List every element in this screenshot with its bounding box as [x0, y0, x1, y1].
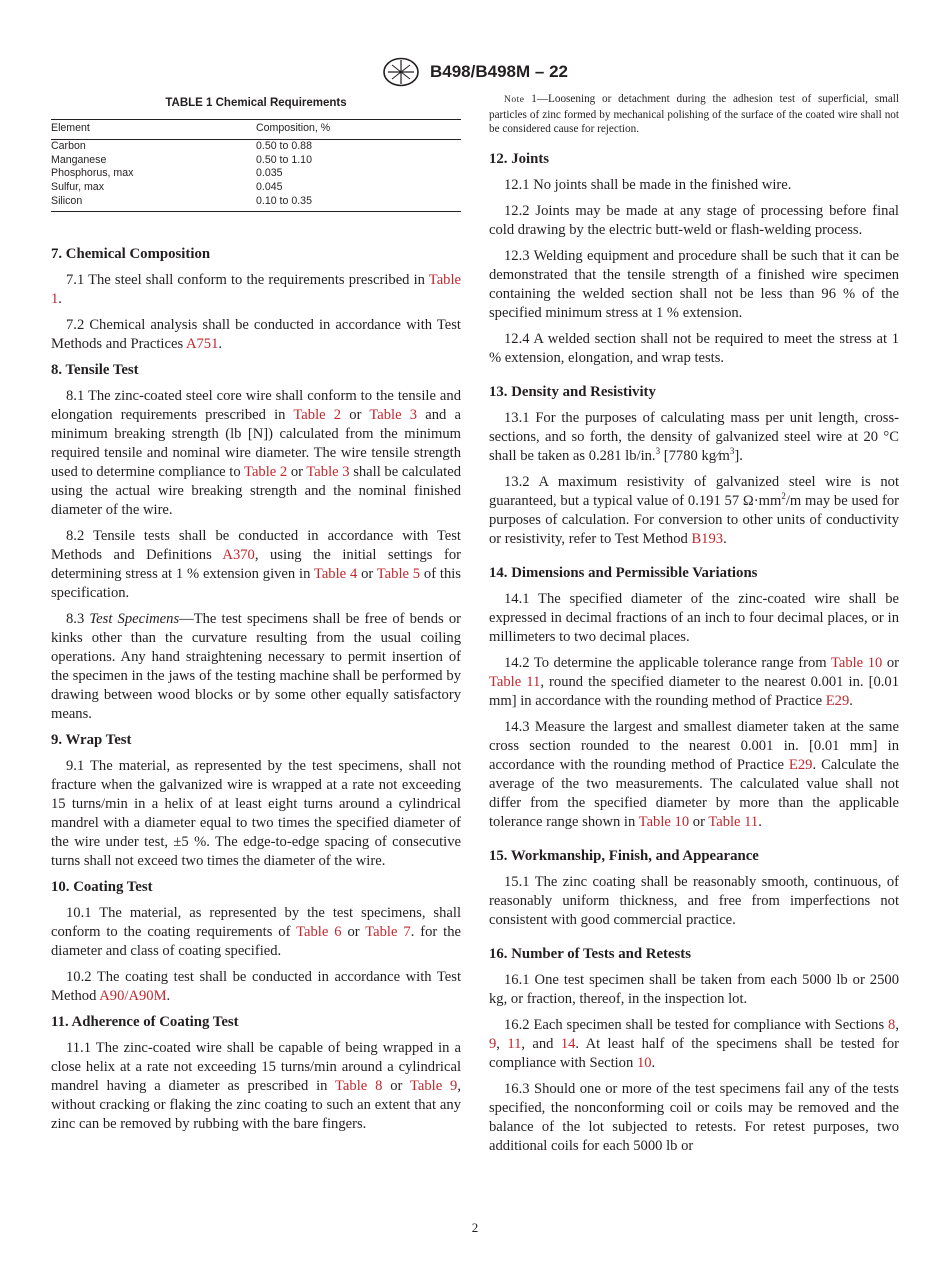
- paragraph-8-2: 8.2 Tensile tests shall be conducted in accordance with Test Methods and Definitions A370, using the initial settings for determining stress at 1 % extension given in Table 4 or Table 5 of this specification.: [51, 527, 461, 601]
- section-7-heading: 7. Chemical Composition: [51, 245, 211, 262]
- section-12-heading: 12. Joints: [489, 150, 550, 167]
- right-column: [489, 92, 899, 1163]
- document-title: B498/B498M – 22: [430, 62, 568, 81]
- link-a90[interactable]: A90/A90M: [99, 987, 167, 1004]
- paragraph-12-4: 12.4 A welded section shall not be required to meet the stress at 1 % extension, elongation, and wrap tests.: [489, 330, 899, 366]
- paragraph-14-3: 14.3 Measure the largest and smallest diameter taken at the same cross section rounded to the nearest 0.001 in. [0.01 mm] in accordance with the rounding method of Practice E29. Calculate the average of the two measurements. The calculated value shall not differ from the specified diameter by more than the applicable tolerance range shown in Table 10 or Table 11.: [489, 718, 899, 830]
- paragraph-10-2: 10.2 The coating test shall be conducted in accordance with Test Method A90/A90M.: [51, 968, 461, 1004]
- paragraph-8-1: 8.1 The zinc-coated steel core wire shall conform to the tensile and elongation requirements prescribed in Table 2 or Table 3 and a minimum breaking strength (lb [N]) calculated from the minimum required tensile and nominal wire diameter. The wire tensile strength used to determine compliance to Table 2 or Table 3 shall be calculated using the actual wire breaking strength and the nominal finished diameter of the wire.: [51, 387, 461, 518]
- section-8-heading: 8. Tensile Test: [51, 361, 139, 378]
- paragraph-10-1: 10.1 The material, as represented by the test specimens, shall conform to the coating requirements of Table 6 or Table 7. for the diameter and class of coating specified.: [51, 904, 462, 959]
- link-table-3[interactable]: Table 3: [369, 406, 418, 423]
- table-cell: 0.045: [256, 181, 283, 194]
- table-row: [51, 181, 461, 195]
- section-10-heading: 10. Coating Test: [51, 878, 153, 895]
- table-header-row: [51, 120, 461, 140]
- table-cell: Manganese: [51, 153, 107, 166]
- link-table-8[interactable]: Table 8: [335, 1077, 383, 1094]
- link-table-11[interactable]: Table 11: [708, 813, 759, 830]
- link-table-10[interactable]: Table 10: [638, 813, 690, 830]
- link-e29[interactable]: E29: [788, 756, 813, 773]
- link-section-11[interactable]: 11: [507, 1035, 522, 1052]
- link-table-2[interactable]: Table 2: [244, 463, 288, 480]
- section-14-heading: 14. Dimensions and Permissible Variations: [489, 564, 758, 581]
- table-row: [51, 195, 461, 211]
- paragraph-11-1: 11.1 The zinc-coated wire shall be capable of being wrapped in a close helix at a rate not exceeding 15 turns/min around a cylindrical mandrel having a diameter as prescribed in Table 8 or Table 9, without cracking or flaking the zinc coating to such an extent that any zinc can be removed by rubbing with the bare fingers.: [51, 1039, 461, 1132]
- section-15-heading: 15. Workmanship, Finish, and Appearance: [489, 847, 759, 864]
- table-header-cell: Composition, %: [256, 120, 461, 140]
- paragraph-12-1: 12.1 No joints shall be made in the finished wire.: [504, 176, 792, 193]
- astm-logo-icon: [382, 57, 420, 87]
- link-table-6[interactable]: Table 6: [296, 923, 342, 940]
- table-row: [51, 139, 461, 153]
- link-table-4[interactable]: Table 4: [313, 565, 358, 582]
- link-table-5[interactable]: Table 5: [376, 565, 421, 582]
- paragraph-9-1: 9.1 The material, as represented by the test specimens, shall not fracture when the galvanized wire is wrapped at a rate not exceeding 15 turns/min in a helix of at least eight turns around a cylindrical mandrel with a diameter equal to two times the specified diameter of the wire under test, ±5 %. The edge-to-edge spacing of consecutive turns shall not exceed two times the diameter of the wire.: [51, 757, 461, 869]
- link-table-2[interactable]: Table 2: [293, 406, 342, 423]
- paragraph-16-2: 16.2 Each specimen shall be tested for compliance with Sections 8, 9, 11, and 14. At least half of the specimens shall be tested for compliance with Section 10.: [489, 1016, 899, 1071]
- paragraph-12-2: 12.2 Joints may be made at any stage of processing before final cold drawing by the electric butt-weld or flash-welding process.: [489, 202, 899, 238]
- left-column: [51, 92, 461, 1141]
- paragraph-16-3: 16.3 Should one or more of the test specimens fail any of the tests specified, the nonconforming coil or coils may be removed and the balance of the lot subjected to retests. For retest purposes, two additional coils for each 5000 lb or: [489, 1080, 899, 1154]
- link-section-8[interactable]: 8: [888, 1016, 896, 1033]
- link-a751[interactable]: A751: [185, 335, 219, 352]
- link-section-10[interactable]: 10: [636, 1054, 652, 1071]
- link-table-7[interactable]: Table 7: [365, 923, 411, 940]
- paragraph-13-1: 13.1 For the purposes of calculating mass per unit length, cross-sections, and so forth, the density of galvanized steel wire at 20 °C shall be taken as 0.281 lb/in.$^3$ [7780 $kg⁄m^3$].: [489, 409, 899, 464]
- link-table-9[interactable]: Table 9: [409, 1077, 458, 1094]
- link-table-11[interactable]: Table 11: [489, 673, 541, 690]
- paragraph-8-3: 8.3 Test Specimens—The test specimens shall be free of bends or kinks other than the curvature resulting from the usual coiling operations. Any hand straightening necessary to permit insertion of the specimen in the jaws of the testing machine shall be performed by drawing between wood blocks or by some other equally satisfactory means.: [51, 610, 461, 722]
- table-1-title: TABLE 1 Chemical Requirements: [165, 97, 347, 109]
- link-section-14[interactable]: 14: [560, 1035, 576, 1052]
- link-section-9[interactable]: 9: [489, 1035, 497, 1052]
- table-cell: Carbon: [51, 139, 86, 152]
- table-cell: 0.50 to 0.88: [256, 139, 312, 152]
- section-16-heading: 16. Number of Tests and Retests: [489, 945, 691, 962]
- link-e29[interactable]: E29: [825, 692, 850, 709]
- table-cell: Silicon: [51, 195, 256, 211]
- table-cell: 0.10 to 0.35: [256, 195, 461, 211]
- table-header-cell: Element: [51, 120, 256, 140]
- page-number: 2: [471, 1220, 479, 1235]
- paragraph-13-2: 13.2 A maximum resistivity of galvanized steel wire is not guaranteed, but a typical value of 0.191 57 $\Omega\cdot mm^2/m$ may be used for purposes of calculation. For conversion to other units of conductivity or resistivity, refer to Test Method B193.: [489, 473, 899, 547]
- table-cell: 0.035: [256, 167, 283, 180]
- link-table-1[interactable]: Table 1: [51, 271, 461, 307]
- paragraph-15-1: 15.1 The zinc coating shall be reasonably smooth, continuous, of reasonably uniform thickness, and free from imperfections not consistent with good commercial practice.: [489, 873, 899, 928]
- section-9-heading: 9. Wrap Test: [51, 731, 132, 748]
- table-cell: Sulfur, max: [51, 181, 104, 194]
- note-1: Note 1—Loosening or detachment during the adhesion test of superficial, small particles of zinc formed by mechanical polishing of the surface of the coated wire shall not be considered cause for rejection.: [489, 93, 899, 136]
- page-header: [0, 57, 950, 87]
- paragraph-7-2: 7.2 Chemical analysis shall be conducted in accordance with Test Methods and Practices A751.: [51, 316, 461, 352]
- table-cell: Phosphorus, max: [51, 167, 134, 180]
- paragraph-14-1: 14.1 The specified diameter of the zinc-coated wire shall be expressed in decimal fractions of an inch to four decimal places, or in millimeters to two decimal places.: [489, 590, 899, 645]
- section-11-heading: 11. Adherence of Coating Test: [51, 1013, 239, 1030]
- section-13-heading: 13. Density and Resistivity: [489, 383, 656, 400]
- table-row: [51, 154, 461, 168]
- link-table-10[interactable]: Table 10: [830, 654, 883, 671]
- link-b193[interactable]: B193: [691, 530, 724, 547]
- table-cell: 0.50 to 1.10: [256, 153, 312, 166]
- link-a370[interactable]: A370: [222, 546, 255, 563]
- paragraph-14-2: 14.2 To determine the applicable tolerance range from Table 10 or Table 11, round the specified diameter to the nearest 0.001 in. [0.01 mm] in accordance with the rounding method of Practice E29.: [489, 654, 899, 709]
- paragraph-12-3: 12.3 Welding equipment and procedure shall be such that it can be demonstrated that the tensile strength of a finished wire specimen containing the welded section shall not be less than 96 % of the specified minimum stress at 1 % extension.: [489, 247, 899, 321]
- paragraph-16-1: 16.1 One test specimen shall be taken from each 5000 lb or 2500 kg, or fraction, thereof, in the inspection lot.: [489, 971, 899, 1007]
- chemical-requirements-table: [51, 119, 461, 212]
- table-row: [51, 167, 461, 181]
- paragraph-7-1: 7.1 The steel shall conform to the requirements prescribed in Table 1.: [51, 271, 461, 307]
- link-table-3[interactable]: Table 3: [306, 463, 350, 480]
